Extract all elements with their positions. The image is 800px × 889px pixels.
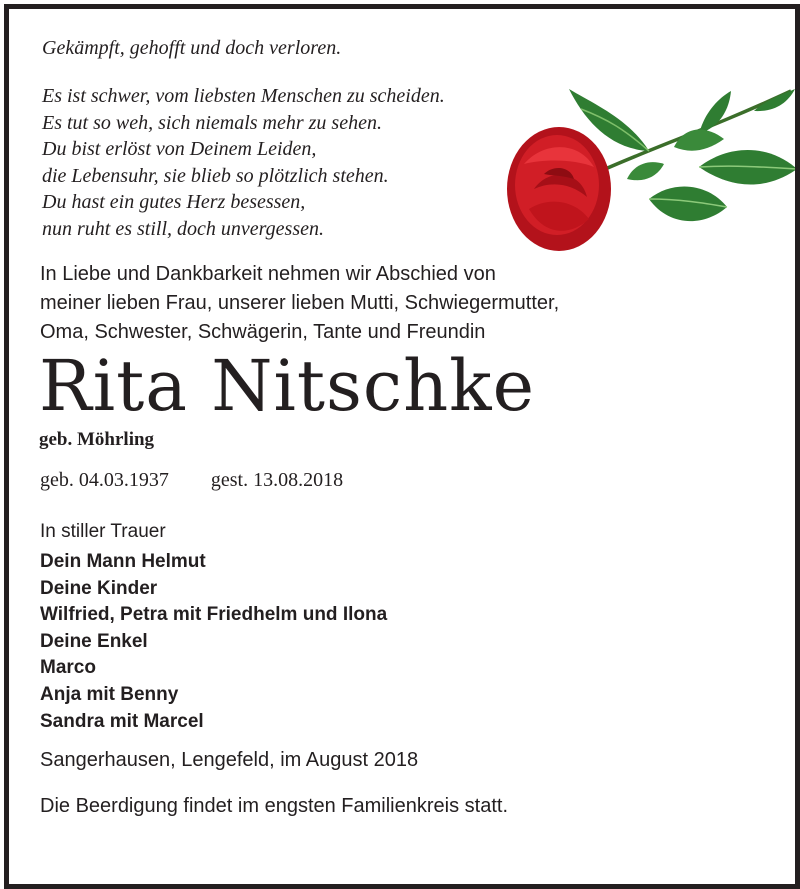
- mourner: Sandra mit Marcel: [40, 710, 204, 732]
- intro-line: Oma, Schwester, Schwägerin, Tante und Freundin: [40, 321, 486, 343]
- poem-line: nun ruht es still, doch unvergessen.: [42, 217, 325, 240]
- place-and-date: Sangerhausen, Lengefeld, im August 2018: [40, 749, 419, 771]
- poem: [42, 83, 445, 242]
- intro-line: In Liebe und Dankbarkeit nehmen wir Abschied von: [40, 263, 496, 285]
- obituary-notice: [4, 4, 800, 889]
- mourners-list: [40, 549, 387, 735]
- death-date: gest. 13.08.2018: [210, 469, 344, 491]
- rose-image: [499, 79, 799, 259]
- intro-line: meiner lieben Frau, unserer lieben Mutti, Schwiegermutter,: [40, 292, 560, 314]
- mourner: Dein Mann Helmut: [40, 551, 206, 572]
- mourner: Anja mit Benny: [40, 683, 179, 705]
- mourner: Deine Kinder: [40, 577, 158, 599]
- intro-text: [40, 260, 559, 347]
- motto: Gekämpft, gehofft und doch verloren.: [42, 37, 342, 59]
- birth-date: geb. 04.03.1937: [40, 469, 169, 491]
- funeral-note: Die Beerdigung findet im engsten Familienkreis statt.: [40, 795, 509, 817]
- mourner: Wilfried, Petra mit Friedhelm und Ilona: [40, 604, 388, 626]
- mourner: Deine Enkel: [40, 630, 148, 652]
- mourner: Marco: [40, 657, 96, 679]
- maiden-name: geb. Möhrling: [39, 429, 155, 450]
- deceased-name: Rita Nitschke: [39, 345, 536, 427]
- poem-line: Du bist erlöst von Deinem Leiden,: [42, 138, 317, 160]
- poem-line: die Lebensuhr, sie blieb so plötzlich stehen.: [42, 164, 389, 187]
- mourning-intro: In stiller Trauer: [40, 521, 166, 542]
- poem-line: Es ist schwer, vom liebsten Menschen zu scheiden.: [42, 85, 445, 107]
- poem-line: Du hast ein gutes Herz besessen,: [42, 191, 306, 213]
- life-dates: [40, 469, 343, 492]
- poem-line: Es tut so weh, sich niemals mehr zu sehen.: [42, 111, 382, 134]
